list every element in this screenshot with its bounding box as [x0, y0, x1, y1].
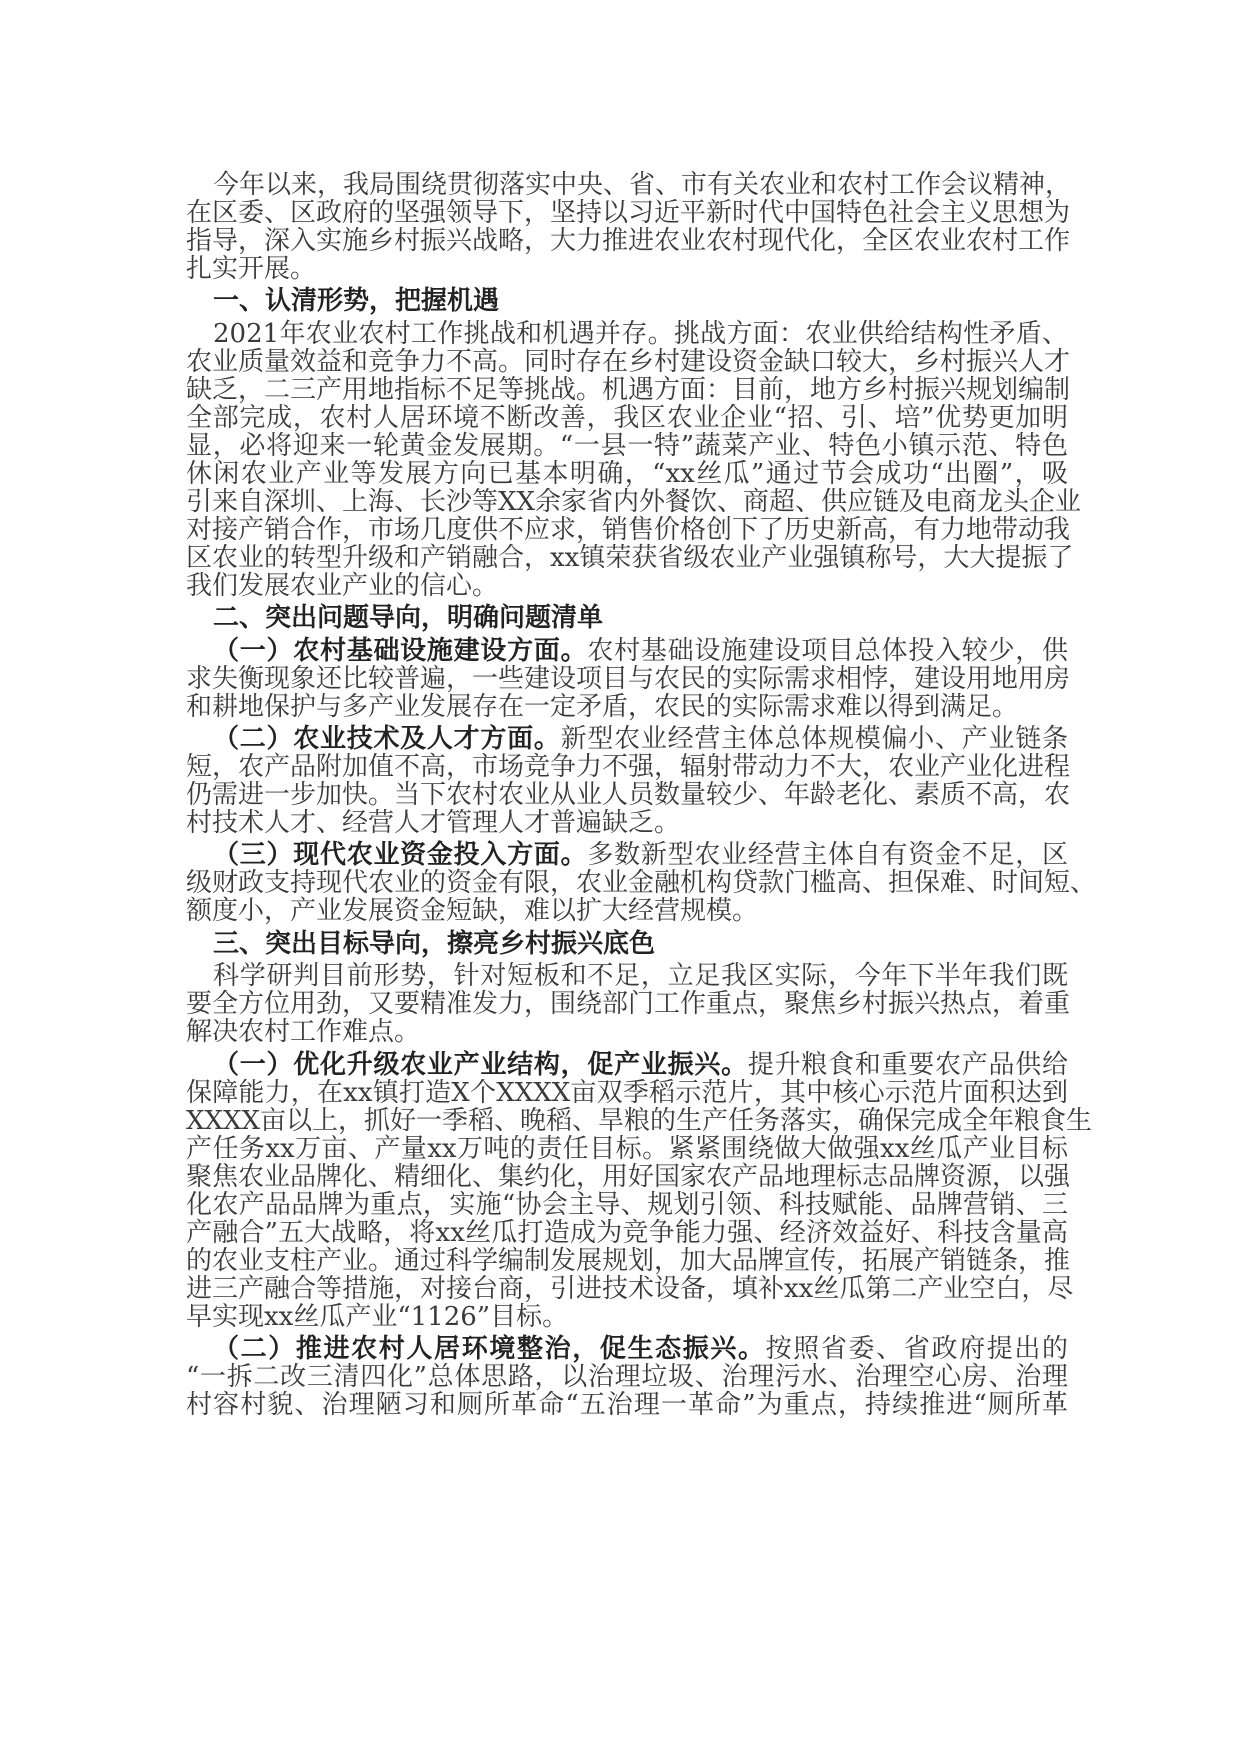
- line-text: 村容村貌、治理陋习和厕所革命“五治理一革命”为重点，持续推进“厕所革: [186, 1389, 1068, 1420]
- paragraph-line: [186, 514, 1071, 545]
- line-text: 村技术人才、经营人才管理人才普遍缺乏。: [186, 807, 681, 838]
- line-text: 农业质量效益和竞争力不高。同时存在乡村建设资金缺口较大，乡村振兴人才: [186, 346, 1071, 377]
- paragraph-lead-bold: （二）农业技术及人才方面。: [213, 723, 561, 754]
- line-text: 新型农业经营主体总体规模偏小、产业链条: [560, 723, 1068, 754]
- paragraph: [186, 318, 1082, 601]
- section-heading-text: 二、突出问题导向，明确问题清单: [213, 603, 604, 634]
- section-heading: [186, 604, 1068, 632]
- section-heading-text: 一、认清形势，把握机遇: [213, 286, 500, 317]
- paragraph-line: [186, 663, 1071, 694]
- paragraph-line: [186, 1135, 1068, 1163]
- paragraph-line: [186, 809, 1068, 837]
- line-text: 提升粮食和重要农产品供给: [747, 1049, 1068, 1080]
- paragraph: [186, 723, 1071, 838]
- paragraph-line: [186, 404, 1068, 432]
- line-text: 要全方位用劲，又要精准发力，围绕部门工作重点，聚焦乡村振兴热点，着重: [186, 989, 1071, 1020]
- line-text: 2021年农业农村工作挑战和机遇并存。挑战方面：农业供给结构性矛盾、: [213, 318, 1068, 349]
- line-text: 产任务xx万亩、产量xx万吨的责任目标。紧紧围绕做大做强xx丝瓜产业目标: [186, 1133, 1068, 1164]
- line-text: 多数新型农业经营主体自有资金不足，区: [587, 840, 1068, 871]
- paragraph-line: [186, 1191, 1068, 1219]
- line-text: 的农业支柱产业。通过科学编制发展规划，加大品牌宣传，拓展产销链条，推: [186, 1245, 1071, 1276]
- paragraph-line: [186, 432, 1068, 460]
- paragraph-line: [186, 486, 1082, 517]
- line-text: 对接产销合作，市场几度供不应求，销售价格创下了历史新高，有力地带动我: [186, 514, 1071, 545]
- line-text: 科学研判目前形势，针对短板和不足，立足我区实际，今年下半年我们既: [213, 961, 1068, 992]
- paragraph-line: [186, 1219, 1068, 1247]
- paragraph-line: [186, 897, 1068, 925]
- paragraph-line: [186, 572, 1068, 600]
- document-body: [186, 170, 1097, 1423]
- paragraph-line: [186, 346, 1071, 377]
- line-text: 休闲农业产业等发展方向已基本明确，“xx丝瓜”通过节会成功“出圈”，吸: [186, 458, 1068, 489]
- paragraph-line: [186, 320, 1068, 348]
- paragraph-line: [186, 1018, 1068, 1046]
- paragraph-line: [186, 198, 1071, 228]
- line-text: 级财政支持现代农业的资金有限，农业金融机构贷款门槛高、担保难、时间短、: [186, 868, 1097, 899]
- paragraph-line: [186, 779, 1071, 810]
- line-text: 农村基础设施建设项目总体投入较少，供: [587, 635, 1068, 666]
- line-text: 仍需进一步加快。当下农村农业从业人员数量较少、年龄老化、素质不高，农: [186, 779, 1071, 810]
- paragraph: [186, 961, 1071, 1048]
- section-heading-text: 三、突出目标导向，擦亮乡村振兴底色: [213, 928, 656, 959]
- line-text: 额度小，产业发展资金短缺，难以扩大经营规模。: [186, 896, 759, 927]
- paragraph-lead-bold: （一）农村基础设施建设方面。: [213, 635, 588, 666]
- paragraph-line: [186, 637, 1068, 665]
- line-text: 产融合”五大战略，将xx丝瓜打造成为竞争能力强、经济效益好、科技含量高: [186, 1217, 1068, 1248]
- paragraph-line: [186, 868, 1097, 899]
- paragraph-line: [186, 374, 1071, 405]
- line-text: “一拆二改三清四化”总体思路，以治理垃圾、治理污水、治理空心房、治理: [186, 1361, 1068, 1392]
- paragraph-line: [186, 693, 1068, 721]
- paragraph: [186, 635, 1071, 722]
- line-text: 早实现xx丝瓜产业“1126”目标。: [186, 1301, 569, 1332]
- section-heading: [186, 930, 1068, 958]
- paragraph-line: [186, 460, 1068, 488]
- paragraph-line: [186, 1245, 1071, 1276]
- line-text: 和耕地保护与多产业发展存在一定矛盾，农民的实际需求难以得到满足。: [186, 691, 1019, 722]
- line-text: 在区委、区政府的坚强领导下，坚持以习近平新时代中国特色社会主义思想为: [186, 198, 1071, 228]
- paragraph-line: [186, 542, 1074, 573]
- paragraph: [186, 1049, 1093, 1332]
- line-text: 指导，深入实施乡村振兴战略，大力推进农业农村现代化，全区农业农村工作: [186, 226, 1071, 256]
- paragraph-line: [186, 1051, 1068, 1079]
- line-text: 全部完成，农村人居环境不断改善，我区农业企业“招、引、培”优势更加明: [186, 402, 1068, 433]
- line-text: 保障能力，在xx镇打造X个XXXX亩双季稻示范片，其中核心示范片面积达到: [186, 1077, 1068, 1108]
- line-text: 扎实开展。: [186, 254, 317, 284]
- line-text: 求失衡现象还比较普遍，一些建设项目与农民的实际需求相悖，建设用地用房: [186, 663, 1071, 694]
- line-text: 区农业的转型升级和产销融合，xx镇荣获省级农业产业强镇称号，大大提振了: [186, 542, 1074, 573]
- paragraph: [186, 840, 1097, 927]
- line-text: 聚焦农业品牌化、精细化、集约化，用好国家农产品地理标志品牌资源，以强: [186, 1161, 1071, 1192]
- paragraph: [186, 170, 1072, 284]
- paragraph-line: [186, 1391, 1068, 1419]
- paragraph-line: [186, 170, 1072, 200]
- paragraph-line: [186, 962, 1068, 990]
- paragraph-line: [186, 1303, 1068, 1331]
- paragraph-line: [186, 226, 1071, 256]
- line-text: XXXX亩以上，抓好一季稻、晚稻、旱粮的生产任务落实，确保完成全年粮食生: [186, 1105, 1093, 1136]
- paragraph-line: [186, 1363, 1068, 1391]
- line-text: 进三产融合等措施，对接台商，引进技术设备，填补xx丝瓜第二产业空白，尽: [186, 1273, 1074, 1304]
- paragraph-line: [186, 1273, 1074, 1304]
- paragraph-line: [186, 1079, 1068, 1107]
- paragraph-lead-bold: （三）现代农业资金投入方面。: [213, 840, 588, 871]
- paragraph-line: [186, 1105, 1093, 1136]
- paragraph-lead-bold: （二）推进农村人居环境整治，促生态振兴。: [213, 1333, 766, 1364]
- paragraph-line: [186, 841, 1068, 869]
- line-text: 化农产品品牌为重点，实施“协会主导、规划引领、科技赋能、品牌营销、三: [186, 1189, 1068, 1220]
- paragraph-line: [186, 989, 1071, 1020]
- line-text: 短，农产品附加值不高，市场竞争力不强，辐射带动力不大，农业产业化进程: [186, 751, 1071, 782]
- line-text: 引来自深圳、上海、长沙等XX余家省内外餐饮、商超、供应链及电商龙头企业: [186, 486, 1082, 517]
- line-text: 显，必将迎来一轮黄金发展期。“一县一特”蔬菜产业、特色小镇示范、特色: [186, 430, 1068, 461]
- paragraph-line: [186, 751, 1071, 782]
- paragraph: [186, 1335, 1068, 1419]
- paragraph-line: [186, 725, 1068, 753]
- line-text: 按照省委、省政府提出的: [765, 1333, 1068, 1364]
- paragraph-line: [186, 1335, 1068, 1363]
- line-text: 今年以来，我局围绕贯彻落实中央、省、市有关农业和农村工作会议精神，: [213, 170, 1072, 200]
- line-text: 我们发展农业产业的信心。: [186, 570, 499, 601]
- paragraph-lead-bold: （一）优化升级农业产业结构，促产业振兴。: [213, 1049, 748, 1080]
- section-heading: [186, 287, 1068, 315]
- paragraph-line: [186, 1161, 1071, 1192]
- line-text: 解决农村工作难点。: [186, 1017, 421, 1048]
- line-text: 缺乏，二三产用地指标不足等挑战。机遇方面：目前，地方乡村振兴规划编制: [186, 374, 1071, 405]
- paragraph-line: [186, 255, 1068, 283]
